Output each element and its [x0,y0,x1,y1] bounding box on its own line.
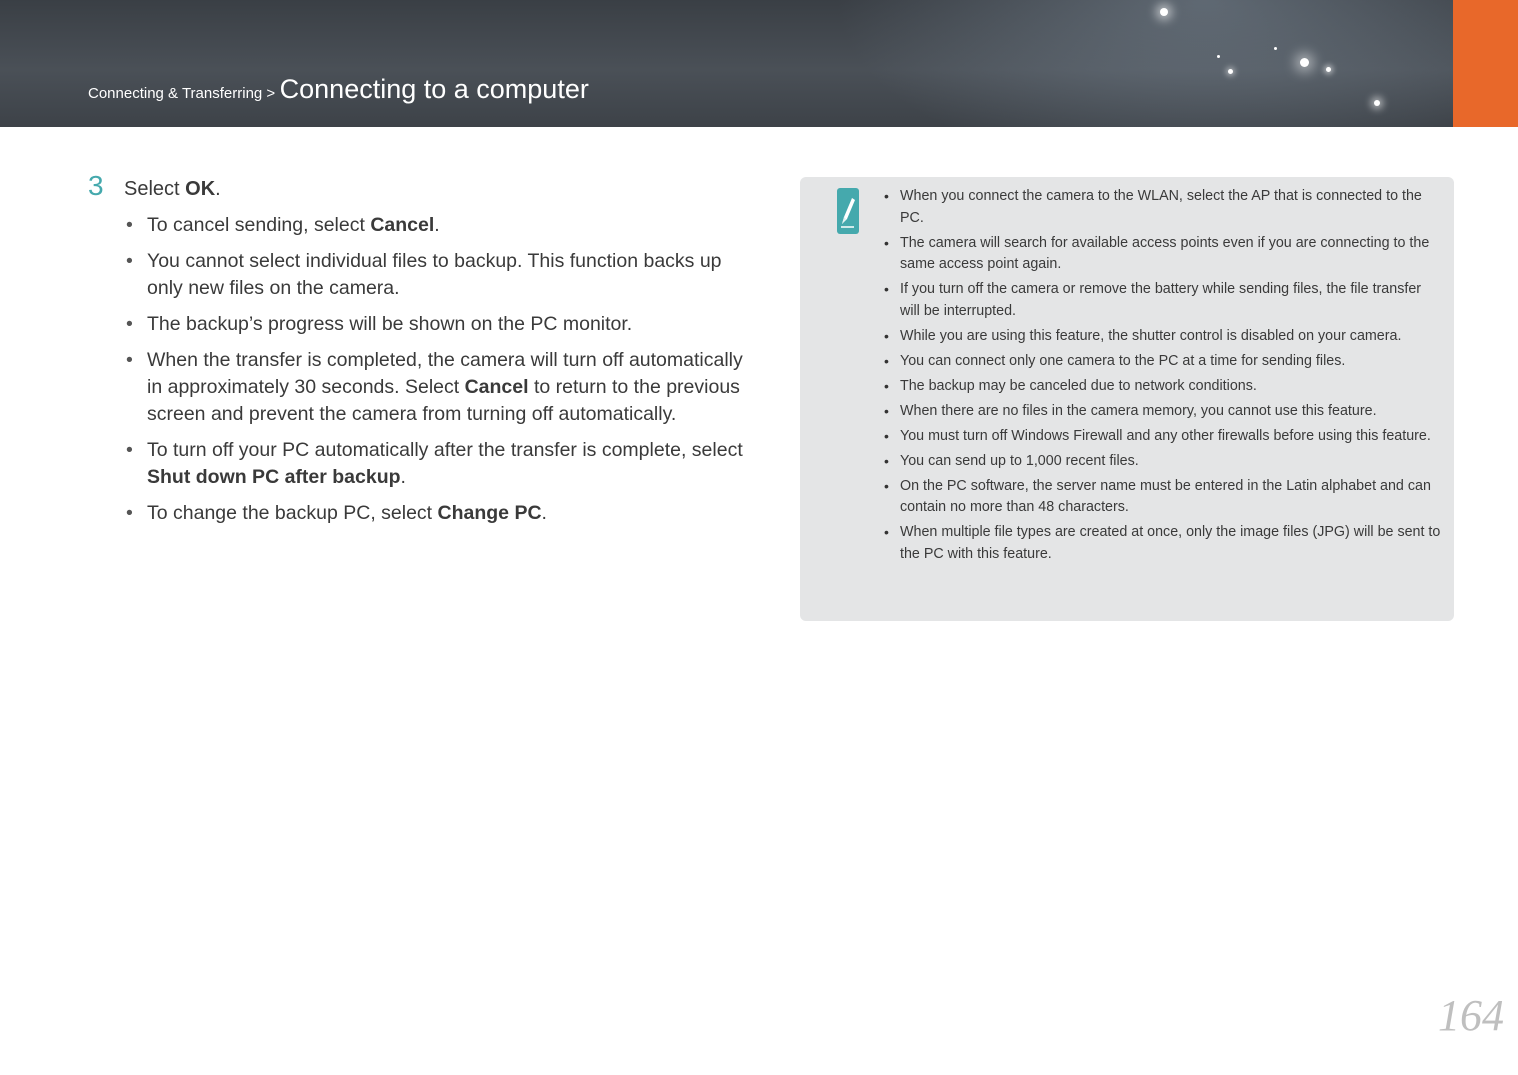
step-text [124,178,221,201]
instructions-column [88,170,748,536]
note-item: • The backup may be canceled due to network conditions. [884,376,1444,398]
item-text-end: to return to the previous screen and prevent the camera from turning off automatically. [147,376,740,425]
breadcrumb-section: Connecting & Transferring > [88,85,276,102]
note-list [884,186,1444,569]
note-item: • You must turn off Windows Firewall and any other firewalls before using this feature. [884,426,1444,448]
note-box [800,177,1454,621]
step-prefix: Select [124,178,186,200]
note-item: • On the PC software, the server name must be entered in the Latin alphabet and can contain no more than 48 characters. [884,476,1444,519]
item-text-end: . [400,466,406,488]
breadcrumb [88,74,589,105]
item-text: To turn off your PC automatically after the transfer is complete, select [147,439,743,461]
step-suffix: . [215,178,221,200]
item-text: When the transfer is completed, the camera will turn off automatically in approximately 30 seconds. Select [147,349,743,398]
header-accent-tab [1453,0,1518,127]
page-title: Connecting to a computer [279,74,589,104]
note-item: • While you are using this feature, the shutter control is disabled on your camera. [884,326,1444,348]
page-number: 164 [1438,991,1504,1040]
note-item: • You can send up to 1,000 recent files. [884,451,1444,473]
item-bold: Change PC [437,502,542,524]
pencil-note-icon [837,188,859,234]
sparkle-decoration [1160,8,1168,16]
header-glow [833,0,1453,127]
list-item [126,437,748,491]
item-bold: Cancel [370,214,435,236]
list-item [126,347,748,428]
sparkle-decoration [1217,55,1220,58]
list-item [126,500,748,527]
sparkle-decoration [1374,100,1380,106]
item-text-end: . [434,214,440,236]
note-item: • When you connect the camera to the WLAN, select the AP that is connected to the PC. [884,186,1444,229]
step-heading [88,170,748,202]
list-item [126,212,748,239]
step-bold-label: OK [185,178,216,200]
item-text: To cancel sending, select [147,214,371,236]
note-item: • You can connect only one camera to the PC at a time for sending files. [884,351,1444,373]
sparkle-decoration [1326,67,1331,72]
instruction-list [88,212,748,527]
note-item: • The camera will search for available access points even if you are connecting to the same access point again. [884,233,1444,276]
sparkle-decoration [1228,69,1233,74]
note-item: • When multiple file types are created at once, only the image files (JPG) will be sent to the PC with this feature. [884,522,1444,565]
item-text: To change the backup PC, select [147,502,438,524]
step-number: 3 [88,170,104,201]
item-bold: Shut down PC after backup [147,466,401,488]
note-item: • If you turn off the camera or remove the battery while sending files, the file transfer will be interrupted. [884,279,1444,322]
page-header [0,0,1453,127]
pencil-note-svg [837,188,859,234]
item-text: The backup’s progress will be shown on the PC monitor. [147,313,633,335]
item-bold: Cancel [464,376,529,398]
item-text: You cannot select individual files to backup. This function backs up only new files on the camera. [147,250,722,299]
note-item: • When there are no files in the camera memory, you cannot use this feature. [884,401,1444,423]
list-item [126,311,748,338]
sparkle-decoration [1274,47,1277,50]
list-item [126,248,748,302]
item-text-end: . [541,502,547,524]
sparkle-decoration [1300,58,1309,67]
